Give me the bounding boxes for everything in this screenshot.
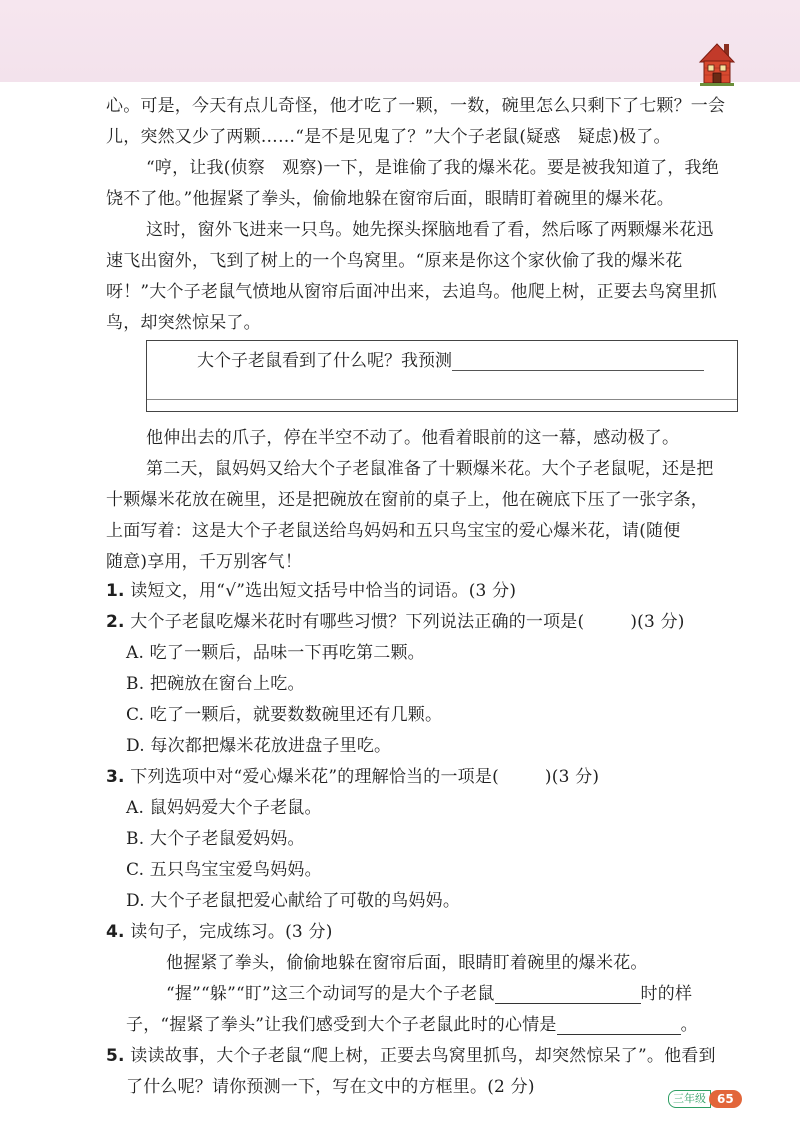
passage-line: 随意)享用，千万别客气！	[106, 552, 303, 572]
option-b: B. 大个子老鼠爱妈妈。	[126, 829, 305, 849]
option-d: D. 每次都把爆米花放进盘子里吃。	[126, 736, 392, 756]
question-number: 3.	[106, 767, 125, 787]
option-c: C. 五只鸟宝宝爱鸟妈妈。	[126, 860, 322, 880]
page-number: 65	[709, 1090, 742, 1108]
passage-line: 这时，窗外飞进来一只鸟。她先探头探脑地看了看，然后啄了两颗爆米花迅	[146, 220, 714, 240]
page-badge	[668, 1089, 742, 1109]
fill-text: 子，“握紧了拳头”让我们感受到大个子老鼠此时的心情是	[126, 1015, 557, 1035]
passage-line: 第二天，鼠妈妈又给大个子老鼠准备了十颗爆米花。大个子老鼠呢，还是把	[146, 459, 714, 479]
question-text-continued: 了什么呢？请你预测一下，写在文中的方框里。(2 分)	[126, 1077, 535, 1097]
header-band	[0, 0, 800, 82]
fill-line-1	[166, 984, 692, 1004]
question-score: )(3 分)	[544, 767, 600, 787]
fill-text: “握”“躲”“盯”这三个动词写的是大个子老鼠	[166, 984, 495, 1004]
fill-line-2	[126, 1015, 698, 1035]
question-number: 1.	[106, 581, 125, 601]
question-number: 2.	[106, 612, 125, 632]
prediction-blank[interactable]	[452, 352, 704, 371]
question-5	[106, 1046, 716, 1066]
option-a: A. 吃了一颗后，品味一下再吃第二颗。	[126, 643, 425, 663]
option-c: C. 吃了一颗后，就要数数碗里还有几颗。	[126, 705, 443, 725]
house-icon	[698, 40, 736, 86]
prediction-box[interactable]	[146, 340, 738, 412]
quoted-sentence: 他握紧了拳头，偷偷地躲在窗帘后面，眼睛盯着碗里的爆米花。	[166, 953, 648, 973]
question-4	[106, 922, 333, 942]
option-a: A. 鼠妈妈爱大个子老鼠。	[126, 798, 322, 818]
prediction-line[interactable]	[147, 399, 737, 400]
question-number: 5.	[106, 1046, 125, 1066]
question-2	[106, 612, 685, 632]
question-text: 读读故事，大个子老鼠“爬上树，正要去鸟窝里抓鸟，却突然惊呆了”。他看到	[130, 1046, 716, 1066]
fill-text: 。	[680, 1015, 698, 1035]
passage-line: “哼，让我(侦察 观察)一下，是谁偷了我的爆米花。要是被我知道了，我绝	[146, 158, 719, 178]
passage-line: 呀！”大个子老鼠气愤地从窗帘后面冲出来，去追鸟。他爬上树，正要去鸟窝里抓	[106, 282, 717, 302]
passage-line: 饶不了他。”他握紧了拳头，偷偷地躲在窗帘后面，眼睛盯着碗里的爆米花。	[106, 189, 674, 209]
option-b: B. 把碗放在窗台上吃。	[126, 674, 305, 694]
question-text: 读句子，完成练习。(3 分)	[130, 922, 333, 942]
option-d: D. 大个子老鼠把爱心献给了可敬的鸟妈妈。	[126, 891, 461, 911]
passage-line: 他伸出去的爪子，停在半空不动了。他看着眼前的这一幕，感动极了。	[146, 428, 680, 448]
passage-line: 上面写着：这是大个子老鼠送给鸟妈妈和五只鸟宝宝的爱心爆米花，请(随便	[106, 521, 681, 541]
passage-line: 心。可是，今天有点儿奇怪，他才吃了一颗，一数，碗里怎么只剩下了七颗？一会	[106, 96, 726, 116]
question-1	[106, 581, 516, 601]
question-text: 下列选项中对“爱心爆米花”的理解恰当的一项是(	[130, 767, 499, 787]
prediction-prompt	[197, 351, 704, 371]
grade-label: 三年级	[668, 1090, 711, 1108]
passage-line: 儿，突然又少了两颗……“是不是见鬼了？”大个子老鼠(疑惑 疑虑)极了。	[106, 127, 671, 147]
question-text: 大个子老鼠吃爆米花时有哪些习惯？下列说法正确的一项是(	[130, 612, 585, 632]
passage-line: 鸟，却突然惊呆了。	[106, 313, 261, 333]
passage-line: 速飞出窗外，飞到了树上的一个鸟窝里。“原来是你这个家伙偷了我的爆米花	[106, 251, 683, 271]
question-score: )(3 分)	[630, 612, 685, 632]
question-text: 读短文，用“√”选出短文括号中恰当的词语。(3 分)	[130, 581, 517, 601]
prediction-prompt-text: 大个子老鼠看到了什么呢？我预测	[197, 351, 452, 371]
answer-blank[interactable]	[557, 1016, 681, 1035]
question-number: 4.	[106, 922, 125, 942]
fill-text: 时的样	[640, 984, 693, 1004]
question-3	[106, 767, 599, 787]
answer-blank[interactable]	[495, 985, 641, 1004]
passage-line: 十颗爆米花放在碗里，还是把碗放在窗前的桌子上，他在碗底下压了一张字条，	[106, 490, 708, 510]
